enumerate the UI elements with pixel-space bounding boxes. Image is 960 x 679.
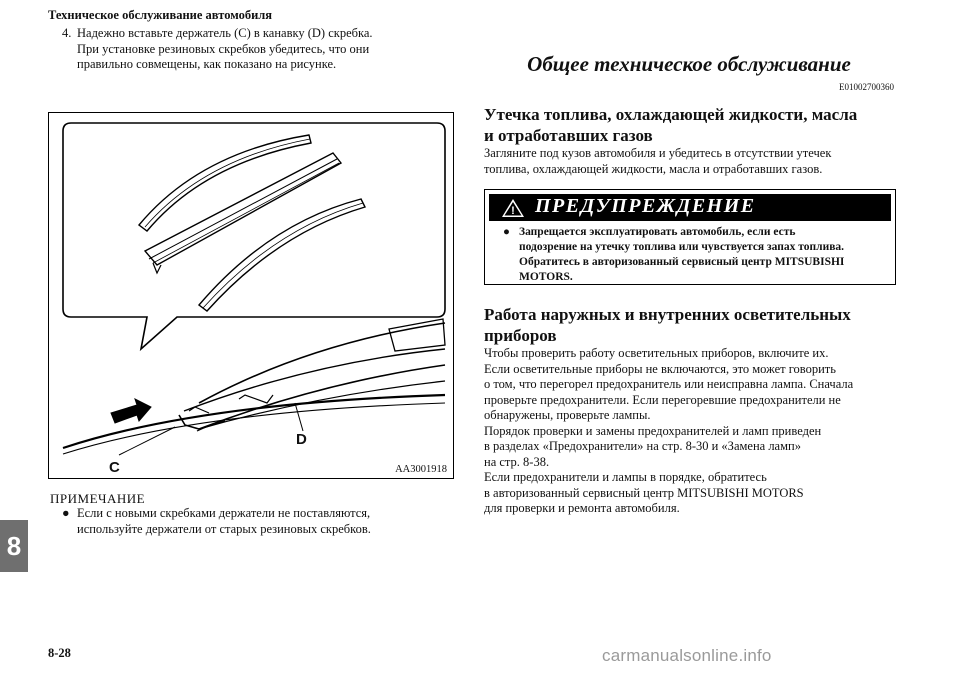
paragraph-line: топлива, охлаждающей жидкости, масла и отработавших газов.: [484, 162, 823, 176]
warning-icon-mark: !: [511, 205, 515, 217]
heading-line: приборов: [484, 326, 557, 345]
heading-line: Работа наружных и внутренних осветительных: [484, 305, 851, 324]
paragraph-line: для проверки и ремонта автомобиля.: [484, 501, 680, 515]
warning-box: [484, 189, 896, 285]
section-code: E01002700360: [839, 82, 894, 92]
paragraph-line: Загляните под кузов автомобиля и убедитесь в отсутствии утечек: [484, 146, 832, 160]
warning-triangle-icon: [501, 198, 525, 218]
label-d: D: [296, 431, 307, 448]
step-line: При установке резиновых скребков убедитесь, что они: [77, 41, 370, 56]
paragraph-line: в разделах «Предохранители» на стр. 8-30 и «Замена ламп»: [484, 439, 801, 453]
warning-title: ПРЕДУПРЕЖДЕНИЕ: [535, 195, 756, 217]
section-title: Общее техническое обслуживание: [527, 52, 851, 76]
warning-line: Запрещается эксплуатировать автомобиль, если есть: [519, 226, 796, 238]
note-title: ПРИМЕЧАНИЕ: [50, 491, 146, 506]
step-line: Надежно вставьте держатель (C) в канавку (D) скребка.: [77, 26, 373, 40]
warning-line: подозрение на утечку топлива или чувствуется запах топлива.: [519, 241, 845, 253]
step-4: [62, 26, 442, 73]
paragraph-line: обнаружены, проверьте лампы.: [484, 408, 651, 422]
step-number: 4.: [62, 26, 72, 40]
note-line: используйте держатели от старых резиновых скребков.: [77, 521, 371, 536]
figure-code: AA3001918: [395, 464, 447, 475]
paragraph-line: о том, что перегорел предохранитель или неисправна лампа. Сначала: [484, 377, 854, 391]
chapter-tab: 8: [0, 520, 28, 572]
warning-body: [503, 225, 888, 285]
paragraph-line: Порядок проверки и замены предохранителей и ламп приведен: [484, 423, 822, 438]
note: [62, 506, 442, 537]
paragraph-line: Чтобы проверить работу осветительных приборов, включите их.: [484, 346, 829, 360]
paragraph-line: Если осветительные приборы не включаются, это может говорить: [484, 361, 836, 376]
warning-line: Обратитесь в авторизованный сервисный центр MITSUBISHI: [519, 256, 845, 268]
heading-leaks: [484, 104, 904, 146]
label-c: C: [109, 459, 120, 476]
wiper-drawing: [49, 113, 454, 479]
page-header: Техническое обслуживание автомобиля: [48, 8, 273, 22]
heading-line: и отработавших газов: [484, 126, 653, 145]
wiper-blade-illustration: [48, 112, 454, 479]
watermark[interactable]: carmanualsonline.info: [602, 646, 772, 665]
paragraph-leaks: [484, 145, 904, 177]
heading-line: Утечка топлива, охлаждающей жидкости, масла: [484, 105, 858, 124]
step-line: правильно совмещены, как показано на рисунке.: [77, 57, 337, 71]
note-line: Если с новыми скребками держатели не поставляются,: [77, 506, 371, 520]
warning-header: [489, 194, 891, 221]
paragraph-line: проверьте предохранители. Если перегоревшие предохранители не: [484, 392, 841, 407]
note-bullet: ●: [62, 506, 70, 520]
paragraph-line: в авторизованный сервисный центр MITSUBISHI MOTORS: [484, 485, 804, 500]
paragraph-lighting: [484, 346, 904, 517]
paragraph-line: Если предохранители и лампы в порядке, обратитесь: [484, 470, 767, 484]
warning-line: MOTORS.: [519, 271, 573, 283]
page-number: 8-28: [48, 646, 71, 660]
heading-lighting: [484, 304, 904, 346]
warning-bullet: ●: [503, 226, 510, 238]
paragraph-line: на стр. 8-38.: [484, 454, 550, 469]
